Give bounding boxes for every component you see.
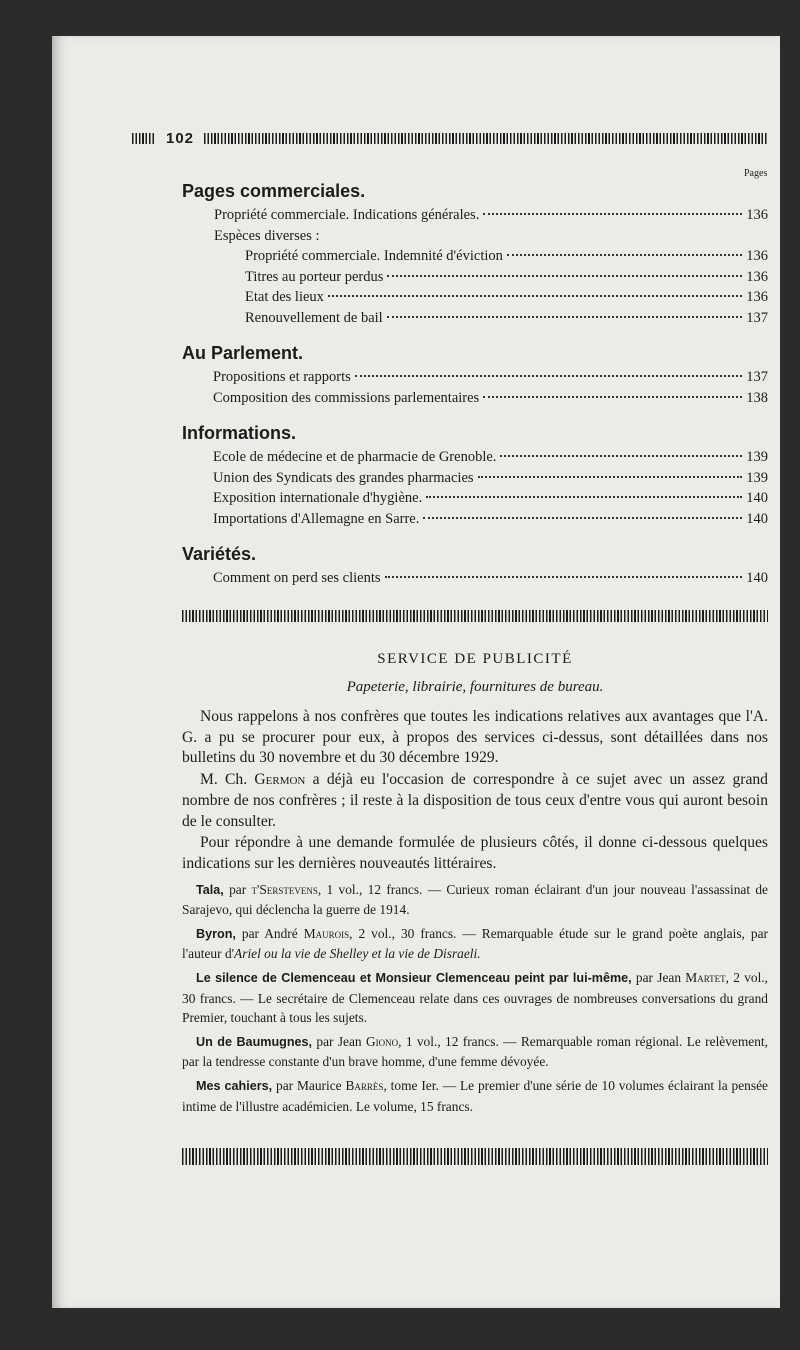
leader-dots	[385, 576, 743, 578]
book-text: par	[223, 881, 252, 897]
toc-entry-label: Ecole de médecine et de pharmacie de Grenoble.	[213, 449, 497, 465]
toc-entry	[182, 205, 768, 226]
publicity-title: SERVICE DE PUBLICITÉ	[377, 651, 573, 667]
toc-entry-label: Renouvellement de bail	[245, 309, 383, 326]
book-text: , tome Ier. — Le premier d'une série de 10 volumes éclairant la pensée intime de l'illustre académicien. Le volume, 15 francs.	[182, 1078, 768, 1114]
book-text: , 1 vol., 12 francs. — Curieux roman éclairant d'un jour nouveau l'assassinat de Sarajevo, qui déclencha la guerre de 1914.	[182, 881, 768, 917]
toc-entry-label: Importations d'Allemagne en Sarre.	[213, 510, 420, 527]
toc-entry-page: 136	[746, 289, 768, 305]
toc-entry	[182, 287, 768, 308]
leader-dots	[387, 275, 742, 277]
toc-entry	[182, 388, 768, 409]
toc-entry-page: 139	[746, 449, 768, 465]
toc-entry-label: Composition des commissions parlementaires	[213, 389, 480, 406]
publicity-subtitle: Papeterie, librairie, fournitures de bureau.	[346, 679, 604, 695]
toc-entry	[182, 509, 768, 530]
paragraph-text: M. Ch.	[200, 771, 255, 789]
book-text: par Maurice	[272, 1078, 346, 1094]
toc-entry	[182, 568, 768, 589]
toc-subheading-label: Espèces diverses :	[214, 227, 320, 244]
publicity-body	[182, 707, 768, 1116]
toc-entry-label: Propositions et rapports	[213, 369, 351, 385]
toc-entry-page: 140	[746, 510, 768, 527]
person-name: Germon	[254, 771, 306, 789]
toc-entry-page: 136	[746, 268, 768, 285]
book-entry	[182, 968, 768, 1027]
toc-entry	[182, 267, 768, 288]
toc-entry-page: 137	[746, 309, 768, 326]
book-title: Tala,	[196, 882, 224, 897]
book-text: par André	[235, 926, 304, 942]
book-author: Barrès	[345, 1078, 384, 1094]
section-title-varietes: Variétés.	[182, 544, 257, 564]
book-text: , 2 vol., 30 francs. — Le secrétaire de Clemenceau relate dans ces ouvrages de nombreuses conversations du grand Premier, touchant à tous les sujets.	[182, 970, 769, 1025]
leader-dots	[426, 496, 742, 498]
book-entry	[182, 880, 768, 919]
toc-entry-page: 138	[746, 389, 768, 406]
book-title: Un de Baumugnes,	[196, 1035, 313, 1050]
toc-entry	[182, 468, 768, 489]
book-entry	[182, 924, 768, 963]
toc-entry-label: Comment on perd ses clients	[213, 570, 381, 586]
toc-entry-page: 136	[746, 248, 768, 264]
section-title-informations: Informations.	[182, 423, 297, 443]
book-author: Martet	[685, 970, 726, 986]
book-author: Giono	[365, 1034, 399, 1050]
toc-entry	[182, 488, 768, 509]
toc-entry	[182, 246, 768, 267]
leader-dots	[355, 375, 743, 377]
toc-entry	[182, 308, 768, 329]
book-entry	[182, 1032, 768, 1071]
leader-dots	[387, 316, 743, 318]
leader-dots	[507, 254, 742, 256]
footer-rule	[182, 1148, 768, 1165]
book-reference: Ariel ou la vie de Shelley et la vie de Disraeli.	[234, 946, 481, 962]
book-text: par Jean	[631, 970, 686, 986]
leader-dots	[500, 455, 742, 457]
toc-entry-label: Titres au porteur perdus	[245, 268, 384, 285]
leader-dots	[423, 517, 742, 519]
toc-entry-page: 137	[746, 369, 768, 385]
toc-entry-page: 136	[746, 207, 768, 223]
toc-entry-label: Etat des lieux	[245, 289, 324, 305]
header-rule-left	[132, 133, 156, 144]
toc-entry	[182, 447, 768, 468]
book-title: Byron,	[196, 927, 236, 942]
leader-dots	[483, 396, 742, 398]
page-header	[132, 128, 768, 148]
toc-entry-page: 140	[746, 490, 768, 506]
table-of-contents	[182, 178, 768, 589]
section-title-commerciales: Pages commerciales.	[182, 181, 366, 201]
paragraph: Nous rappelons à nos confrères que toutes les indications relatives aux avantages que l'A. G. a pu se procurer pour eux, à propos des services ci-dessus, sont détaillées dans nos bulletins du 30 novembre et du 30 décembre 1929.	[182, 708, 768, 767]
paragraph: Pour répondre à une demande formulée de plusieurs côtés, il donne ci-dessous quelques indications sur les dernières nouveautés littéraires.	[182, 834, 768, 872]
leader-dots	[483, 213, 742, 215]
toc-entry-label: Union des Syndicats des grandes pharmacies	[213, 469, 474, 486]
toc-entry-label: Propriété commerciale. Indemnité d'éviction	[245, 248, 503, 264]
book-title: Le silence de Clemenceau et Monsieur Clemenceau peint par lui-même,	[196, 971, 632, 986]
separator-rule	[182, 610, 768, 622]
leader-dots	[478, 476, 743, 478]
book-text: par Jean	[312, 1034, 366, 1050]
pages-column-label: Pages	[744, 168, 768, 179]
paragraph-text: a déjà eu l'occasion de correspondre à ce sujet avec un assez grand nombre de nos confrères ; il reste à la disposition de tous ceux d'entre vous qui auront besoin de le consulter.	[182, 771, 768, 830]
toc-entry-page: 140	[746, 570, 768, 586]
leader-dots	[328, 295, 742, 297]
toc-subheading	[182, 226, 768, 247]
book-title: Mes cahiers,	[196, 1079, 273, 1094]
toc-entry	[182, 367, 768, 388]
book-author: Maurois	[303, 926, 350, 942]
book-text: , 1 vol., 12 francs. — Remarquable roman régional. Le relèvement, par la tendresse constante d'un brave homme, d'une femme dévoyée.	[182, 1034, 768, 1070]
book-text: , 2 vol., 30 francs. — Remarquable étude sur le grand poète anglais, par l'auteur d'	[182, 926, 769, 962]
paragraph	[182, 770, 768, 832]
header-rule-right	[204, 133, 768, 144]
toc-entry-label: Propriété commerciale. Indications générales.	[214, 207, 480, 223]
toc-entry-label: Exposition internationale d'hygiène.	[213, 490, 423, 506]
section-title-parlement: Au Parlement.	[182, 343, 304, 363]
toc-entry-page: 139	[746, 469, 768, 486]
page-number: 102	[166, 129, 195, 147]
book-entry	[182, 1076, 768, 1115]
book-author: t'Serstevens	[251, 881, 318, 897]
